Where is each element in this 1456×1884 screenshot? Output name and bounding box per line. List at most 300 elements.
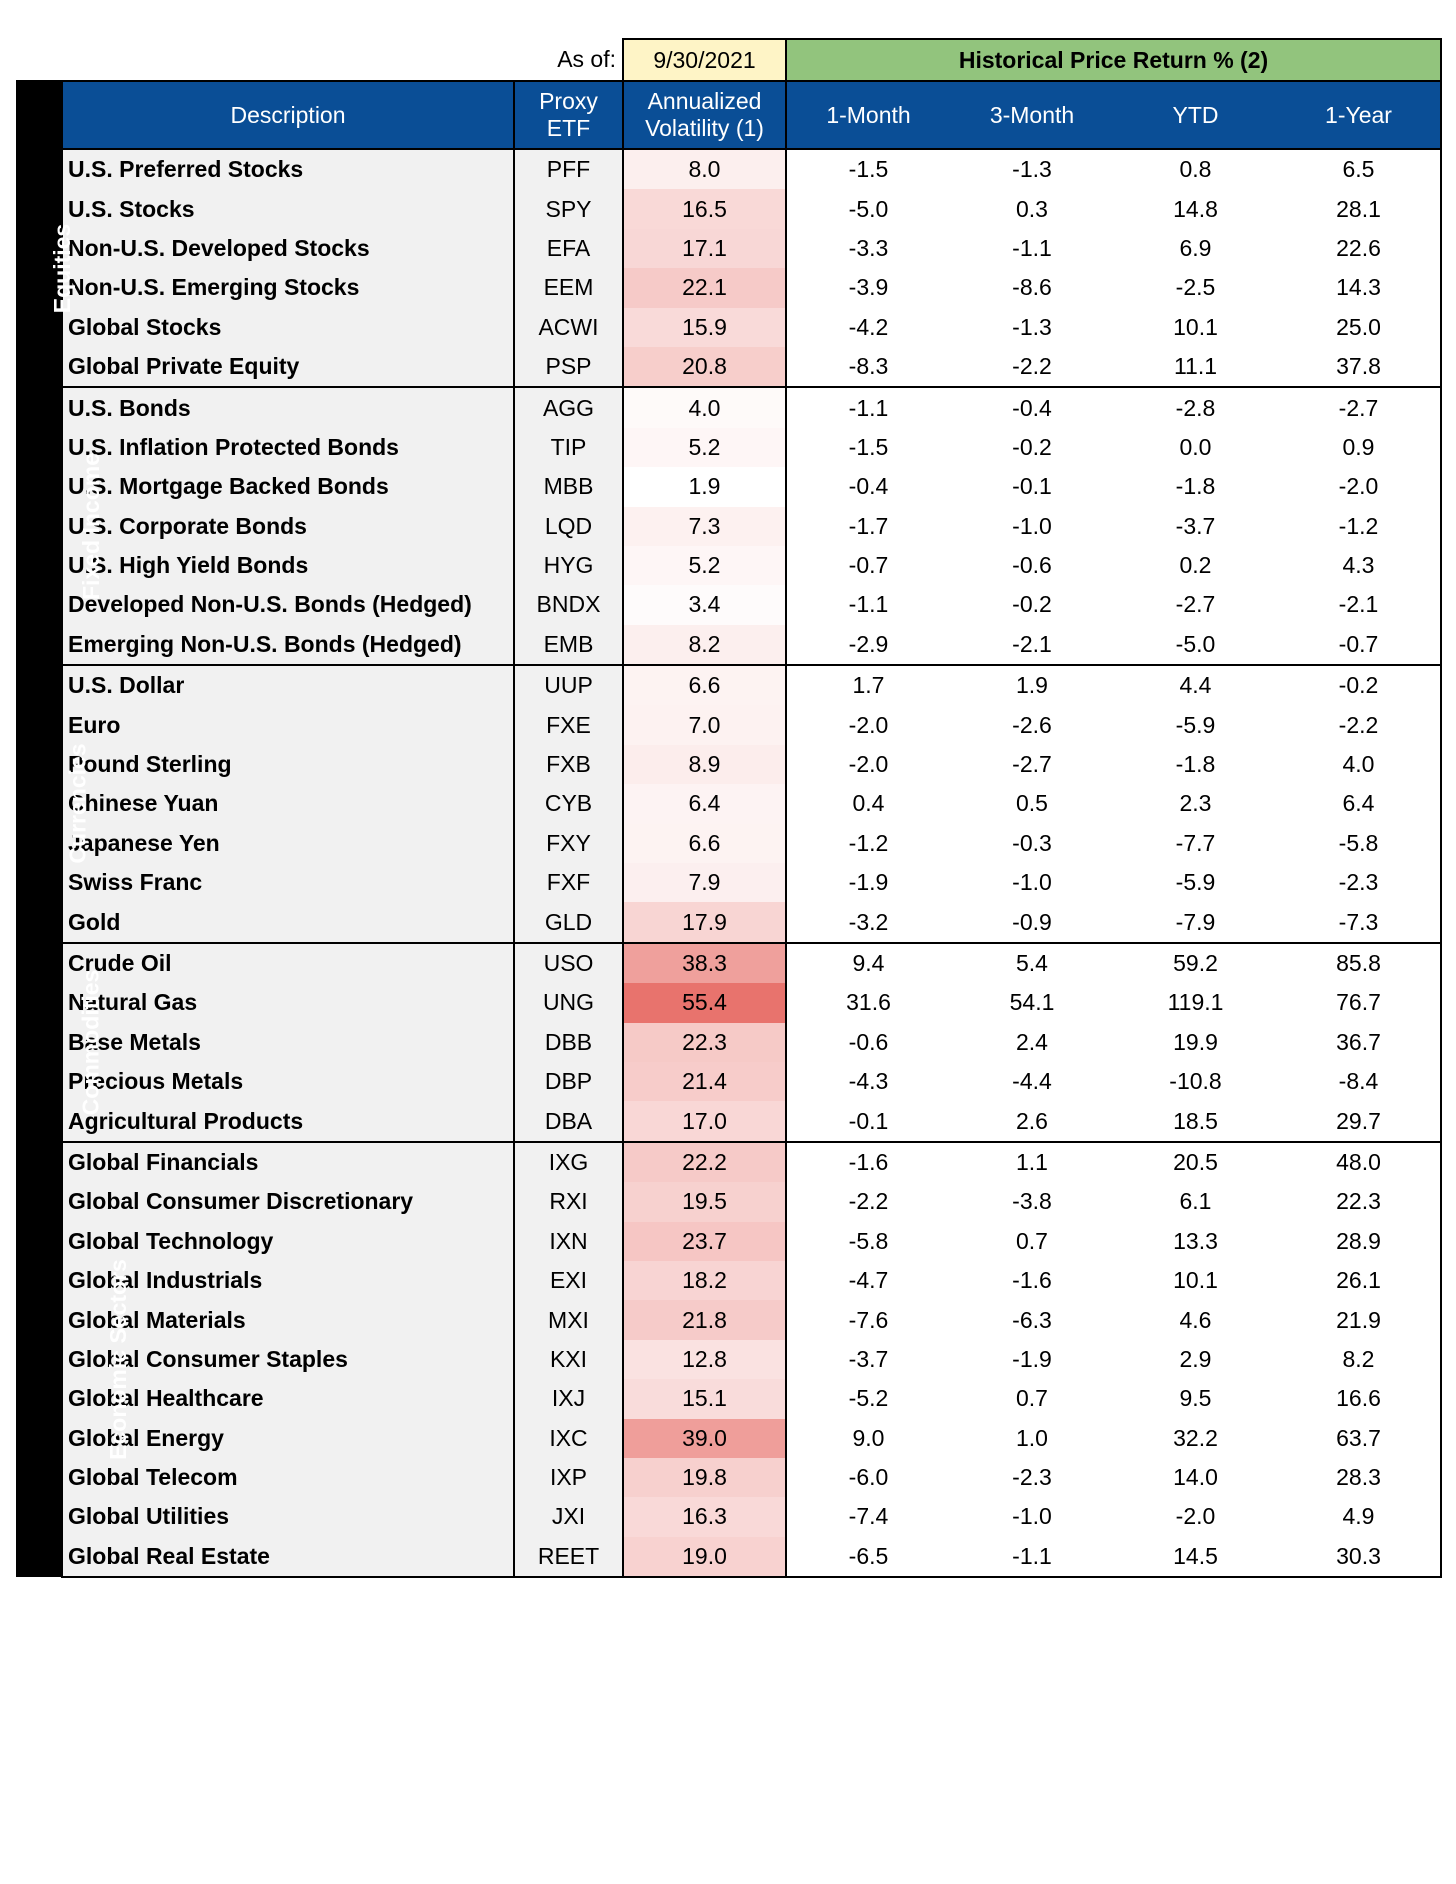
return-1-year-cell: 6.5 (1277, 149, 1441, 189)
return-1-month-cell: -7.4 (848, 1503, 889, 1530)
description-cell: Natural Gas (62, 983, 514, 1022)
return-1-month-cell: -1.7 (848, 512, 889, 539)
return-1-year-cell: -5.8 (1277, 824, 1441, 863)
volatility-cell: 39.0 (623, 1419, 786, 1458)
as-of-date: 9/30/2021 (623, 39, 786, 81)
proxy-etf-cell: RXI (514, 1182, 623, 1221)
volatility-cell: 16.3 (623, 1497, 786, 1536)
return-1-year-cell: 76.7 (1277, 983, 1441, 1022)
description-cell: U.S. Inflation Protected Bonds (62, 428, 514, 467)
return-3-month-cell: -1.0 (1012, 1503, 1052, 1530)
returns-table-wrapper (16, 38, 1440, 1578)
volatility-cell: 16.5 (623, 189, 786, 228)
return-3-month-cell: -1.3 (950, 149, 1114, 189)
return-ytd-cell: -2.8 (1114, 387, 1277, 427)
volatility-cell: 6.6 (623, 824, 786, 863)
return-1-year-cell: -2.1 (1277, 585, 1441, 624)
return-1-year-cell: -0.2 (1277, 665, 1441, 705)
return-ytd-cell: 0.8 (1114, 149, 1277, 189)
volatility-cell: 8.9 (623, 745, 786, 784)
return-1-month-cell: -5.8 (848, 1227, 889, 1254)
table-row (17, 1419, 1441, 1458)
header-1-month: 1-Month (786, 81, 950, 149)
return-1-year-cell: -0.7 (1277, 625, 1441, 665)
return-3-month-cell: -2.2 (950, 347, 1114, 387)
return-ytd-cell: 4.4 (1114, 665, 1277, 705)
return-1-month-cell: -6.5 (786, 1537, 950, 1577)
volatility-cell: 15.1 (623, 1379, 786, 1418)
return-1-month-cell: -1.9 (848, 869, 889, 896)
volatility-cell: 17.9 (623, 902, 786, 942)
group-label-cell (17, 1142, 131, 1577)
return-1-month-cell: -2.0 (848, 711, 889, 738)
return-ytd-cell: 14.8 (1173, 195, 1218, 222)
return-1-month-cell: -1.5 (848, 433, 889, 460)
return-1-month-cell: 9.4 (786, 943, 950, 983)
return-3-month-cell: -1.1 (950, 1537, 1114, 1577)
volatility-cell: 20.8 (623, 347, 786, 387)
return-3-month-cell: -0.6 (1012, 552, 1052, 579)
description-cell: Global Healthcare (62, 1379, 514, 1418)
table-row (17, 1497, 1441, 1536)
return-1-year-cell: 4.9 (1277, 1497, 1441, 1536)
group-label: Commodities (77, 969, 104, 1116)
return-1-month-cell: -4.7 (848, 1267, 889, 1294)
volatility-cell: 38.3 (623, 943, 786, 983)
header-proxy-line1: Proxy (539, 88, 598, 114)
group-label-cell (17, 665, 91, 943)
table-row (17, 1101, 1441, 1141)
proxy-etf-cell: LQD (514, 507, 623, 546)
return-3-month-cell: 54.1 (1009, 989, 1055, 1016)
header-description: Description (62, 81, 514, 149)
volatility-cell: 12.8 (623, 1340, 786, 1379)
return-ytd-cell: 19.9 (1173, 1028, 1218, 1055)
return-1-year-cell: 28.9 (1277, 1222, 1441, 1261)
return-ytd-cell: 9.5 (1179, 1385, 1212, 1412)
return-ytd-cell: 32.2 (1173, 1424, 1218, 1451)
group-label: Currencies (64, 743, 91, 865)
table-body (17, 149, 1441, 1577)
return-3-month-cell: -2.7 (1012, 751, 1052, 778)
return-3-month-cell: -2.6 (1012, 711, 1052, 738)
volatility-cell: 6.4 (623, 784, 786, 823)
proxy-etf-cell: SPY (514, 189, 623, 228)
table-row (17, 863, 1441, 902)
return-3-month-cell: -0.9 (950, 902, 1114, 942)
proxy-etf-cell: PFF (514, 149, 623, 189)
return-1-month-cell: -3.2 (786, 902, 950, 942)
return-1-month-cell: 0.4 (852, 790, 885, 817)
return-ytd-cell: 2.9 (1179, 1345, 1212, 1372)
return-ytd-cell: -5.9 (1175, 711, 1216, 738)
return-1-year-cell: 25.0 (1277, 308, 1441, 347)
volatility-cell: 22.1 (623, 268, 786, 307)
description-cell: Global Private Equity (62, 347, 514, 387)
return-1-year-cell: 22.6 (1277, 229, 1441, 268)
return-ytd-cell: -2.5 (1175, 274, 1216, 301)
return-1-year-cell: 30.3 (1277, 1537, 1441, 1577)
return-1-year-cell: -2.0 (1277, 467, 1441, 506)
return-3-month-cell: -1.3 (1012, 313, 1052, 340)
volatility-cell: 8.0 (623, 149, 786, 189)
return-ytd-cell: -2.0 (1175, 1503, 1216, 1530)
table-row (17, 149, 1441, 189)
description-cell: Global Consumer Staples (62, 1340, 514, 1379)
return-3-month-cell: -1.9 (1012, 1345, 1052, 1372)
volatility-cell: 4.0 (623, 387, 786, 427)
return-1-month-cell: -7.6 (848, 1306, 889, 1333)
description-cell: Global Utilities (62, 1497, 514, 1536)
return-ytd-cell: 6.9 (1179, 234, 1212, 261)
column-header-row (17, 81, 1441, 149)
description-cell: Global Energy (62, 1419, 514, 1458)
returns-table (16, 38, 1442, 1578)
description-cell: U.S. High Yield Bonds (62, 546, 514, 585)
volatility-cell: 18.2 (623, 1261, 786, 1300)
volatility-cell: 5.2 (623, 428, 786, 467)
table-row (17, 308, 1441, 347)
return-1-year-cell: 29.7 (1277, 1101, 1441, 1141)
description-cell: U.S. Stocks (62, 189, 514, 228)
header-3-month: 3-Month (950, 81, 1114, 149)
return-1-year-cell: 36.7 (1277, 1023, 1441, 1062)
volatility-cell: 22.2 (623, 1142, 786, 1182)
volatility-cell: 21.8 (623, 1300, 786, 1339)
proxy-etf-cell: DBP (514, 1062, 623, 1101)
table-row (17, 625, 1441, 665)
proxy-etf-cell: KXI (514, 1340, 623, 1379)
return-ytd-cell: 4.6 (1179, 1306, 1212, 1333)
return-1-year-cell: 6.4 (1277, 784, 1441, 823)
return-3-month-cell: 1.9 (950, 665, 1114, 705)
table-row (17, 1300, 1441, 1339)
description-cell: U.S. Dollar (62, 665, 514, 705)
table-row (17, 983, 1441, 1022)
return-1-month-cell: -4.2 (848, 313, 889, 340)
header-proxy-etf (514, 81, 623, 149)
group-label: Fixed Income (77, 452, 104, 600)
proxy-etf-cell: UNG (514, 983, 623, 1022)
return-1-year-cell: 16.6 (1277, 1379, 1441, 1418)
historical-return-header: Historical Price Return % (2) (786, 39, 1441, 81)
description-cell: Global Stocks (62, 308, 514, 347)
return-1-month-cell: -1.1 (848, 591, 889, 618)
return-3-month-cell: -2.3 (1012, 1464, 1052, 1491)
return-ytd-cell: -5.0 (1114, 625, 1277, 665)
return-3-month-cell: -2.1 (950, 625, 1114, 665)
return-3-month-cell: 0.7 (1016, 1227, 1048, 1254)
table-row (17, 784, 1441, 823)
description-cell: Pound Sterling (62, 745, 514, 784)
header-ytd: YTD (1114, 81, 1277, 149)
return-ytd-cell: 59.2 (1114, 943, 1277, 983)
group-label-cell (17, 943, 104, 1142)
return-3-month-cell: 5.4 (950, 943, 1114, 983)
return-ytd-cell: 20.5 (1114, 1142, 1277, 1182)
return-1-year-cell: -2.3 (1277, 863, 1441, 902)
description-cell: Japanese Yen (62, 824, 514, 863)
description-cell: Chinese Yuan (62, 784, 514, 823)
volatility-cell: 19.8 (623, 1458, 786, 1497)
volatility-cell: 3.4 (623, 585, 786, 624)
return-3-month-cell: -8.6 (1012, 274, 1052, 301)
return-3-month-cell: -0.4 (950, 387, 1114, 427)
return-1-month-cell: -0.1 (786, 1101, 950, 1141)
proxy-etf-cell: IXN (514, 1222, 623, 1261)
proxy-etf-cell: GLD (514, 902, 623, 942)
table-row (17, 665, 1441, 705)
table-row (17, 1062, 1441, 1101)
table-row (17, 467, 1441, 506)
return-ytd-cell: 119.1 (1167, 989, 1224, 1016)
return-3-month-cell: 0.7 (1016, 1385, 1048, 1412)
return-1-month-cell: -1.2 (848, 829, 889, 856)
return-1-year-cell: 8.2 (1277, 1340, 1441, 1379)
return-ytd-cell: -3.7 (1175, 512, 1216, 539)
volatility-cell: 23.7 (623, 1222, 786, 1261)
return-1-year-cell: -1.2 (1277, 507, 1441, 546)
return-1-year-cell: 28.3 (1277, 1458, 1441, 1497)
return-ytd-cell: 0.0 (1179, 433, 1212, 460)
return-1-year-cell: 48.0 (1277, 1142, 1441, 1182)
return-1-year-cell: -2.2 (1277, 705, 1441, 744)
proxy-etf-cell: TIP (514, 428, 623, 467)
table-row (17, 943, 1441, 983)
return-1-year-cell: 0.9 (1277, 428, 1441, 467)
group-label: Equities (49, 223, 76, 313)
proxy-etf-cell: IXC (514, 1419, 623, 1458)
proxy-etf-cell: IXP (514, 1458, 623, 1497)
table-row (17, 1458, 1441, 1497)
return-1-year-cell: 85.8 (1277, 943, 1441, 983)
return-1-month-cell: -3.3 (848, 234, 889, 261)
volatility-cell: 15.9 (623, 308, 786, 347)
header-vol-line2: Volatility (1) (645, 115, 764, 141)
return-ytd-cell: -1.8 (1175, 473, 1216, 500)
proxy-etf-cell: MXI (514, 1300, 623, 1339)
table-row (17, 902, 1441, 942)
return-3-month-cell: -0.3 (1012, 829, 1052, 856)
as-of-label: As of: (557, 46, 616, 72)
description-cell: Global Telecom (62, 1458, 514, 1497)
return-1-month-cell: -2.0 (848, 751, 889, 778)
proxy-etf-cell: DBA (514, 1101, 623, 1141)
table-row (17, 705, 1441, 744)
table-row (17, 428, 1441, 467)
return-1-month-cell: -5.2 (848, 1385, 889, 1412)
proxy-etf-cell: FXY (514, 824, 623, 863)
return-1-year-cell: 21.9 (1277, 1300, 1441, 1339)
return-ytd-cell: -7.9 (1114, 902, 1277, 942)
return-ytd-cell: -7.7 (1175, 829, 1216, 856)
return-1-month-cell: -0.7 (848, 552, 889, 579)
return-3-month-cell: -1.6 (1012, 1267, 1052, 1294)
volatility-cell: 6.6 (623, 665, 786, 705)
description-cell: Emerging Non-U.S. Bonds (Hedged) (62, 625, 514, 665)
proxy-etf-cell: USO (514, 943, 623, 983)
return-3-month-cell: 0.3 (1016, 195, 1048, 222)
volatility-cell: 17.0 (623, 1101, 786, 1141)
return-ytd-cell: 14.5 (1114, 1537, 1277, 1577)
return-ytd-cell: 0.2 (1179, 552, 1212, 579)
proxy-etf-cell: EXI (514, 1261, 623, 1300)
return-ytd-cell: 2.3 (1179, 790, 1212, 817)
volatility-cell: 5.2 (623, 546, 786, 585)
description-cell: Global Technology (62, 1222, 514, 1261)
proxy-etf-cell: UUP (514, 665, 623, 705)
table-row (17, 347, 1441, 387)
return-ytd-cell: 18.5 (1114, 1101, 1277, 1141)
table-row (17, 1379, 1441, 1418)
description-cell: Crude Oil (62, 943, 514, 983)
description-cell: U.S. Mortgage Backed Bonds (62, 467, 514, 506)
description-cell: Global Financials (62, 1142, 514, 1182)
description-cell: Gold (62, 902, 514, 942)
description-cell: Agricultural Products (62, 1101, 514, 1141)
return-3-month-cell: 1.1 (950, 1142, 1114, 1182)
return-ytd-cell: 10.1 (1173, 313, 1218, 340)
description-cell: Global Industrials (62, 1261, 514, 1300)
description-cell: Swiss Franc (62, 863, 514, 902)
return-1-month-cell: -4.3 (848, 1068, 889, 1095)
group-header-blank (17, 81, 62, 149)
table-row (17, 1182, 1441, 1221)
proxy-etf-cell: DBB (514, 1023, 623, 1062)
return-3-month-cell: 0.5 (1016, 790, 1048, 817)
proxy-etf-cell: EFA (514, 229, 623, 268)
header-proxy-line2: ETF (546, 115, 591, 141)
return-3-month-cell: -1.0 (1012, 512, 1052, 539)
return-1-month-cell: 1.7 (786, 665, 950, 705)
table-row (17, 546, 1441, 585)
volatility-cell: 19.5 (623, 1182, 786, 1221)
description-cell: U.S. Preferred Stocks (62, 149, 514, 189)
return-1-year-cell: 63.7 (1277, 1419, 1441, 1458)
table-row (17, 585, 1441, 624)
return-ytd-cell: 6.1 (1179, 1188, 1212, 1215)
return-1-year-cell: -8.4 (1277, 1062, 1441, 1101)
group-label: Economic Sectors (104, 1259, 131, 1461)
volatility-cell: 7.9 (623, 863, 786, 902)
return-1-year-cell: 26.1 (1277, 1261, 1441, 1300)
table-row (17, 229, 1441, 268)
description-cell: Euro (62, 705, 514, 744)
description-cell: Global Consumer Discretionary (62, 1182, 514, 1221)
return-1-month-cell: -3.9 (848, 274, 889, 301)
volatility-cell: 7.0 (623, 705, 786, 744)
proxy-etf-cell: PSP (514, 347, 623, 387)
volatility-cell: 55.4 (623, 983, 786, 1022)
proxy-etf-cell: REET (514, 1537, 623, 1577)
description-cell: U.S. Corporate Bonds (62, 507, 514, 546)
table-row (17, 1261, 1441, 1300)
description-cell: Non-U.S. Emerging Stocks (62, 268, 514, 307)
volatility-cell: 19.0 (623, 1537, 786, 1577)
return-ytd-cell: -1.8 (1175, 751, 1216, 778)
header-vol-line1: Annualized (647, 88, 762, 114)
return-3-month-cell: 2.6 (950, 1101, 1114, 1141)
table-row (17, 268, 1441, 307)
proxy-etf-cell: EEM (514, 268, 623, 307)
volatility-cell: 7.3 (623, 507, 786, 546)
volatility-cell: 8.2 (623, 625, 786, 665)
table-row (17, 387, 1441, 427)
group-label-cell (17, 387, 104, 665)
return-ytd-cell: -2.7 (1175, 591, 1216, 618)
volatility-cell: 1.9 (623, 467, 786, 506)
return-3-month-cell: -0.1 (1012, 473, 1052, 500)
return-3-month-cell: -0.2 (1012, 433, 1052, 460)
return-3-month-cell: -1.1 (1012, 234, 1052, 261)
proxy-etf-cell: FXE (514, 705, 623, 744)
proxy-etf-cell: FXB (514, 745, 623, 784)
header-volatility (623, 81, 786, 149)
proxy-etf-cell: FXF (514, 863, 623, 902)
as-of-row (17, 39, 1441, 81)
return-1-month-cell: -0.6 (848, 1028, 889, 1055)
table-row (17, 507, 1441, 546)
return-1-year-cell: 14.3 (1277, 268, 1441, 307)
return-1-year-cell: 37.8 (1277, 347, 1441, 387)
table-row (17, 1537, 1441, 1577)
return-1-month-cell: 31.6 (846, 989, 891, 1016)
volatility-cell: 22.3 (623, 1023, 786, 1062)
return-1-year-cell: 28.1 (1277, 189, 1441, 228)
return-1-month-cell: -5.0 (848, 195, 889, 222)
description-cell: Global Real Estate (62, 1537, 514, 1577)
return-1-month-cell: -8.3 (786, 347, 950, 387)
return-1-month-cell: 9.0 (852, 1424, 885, 1451)
return-1-year-cell: -7.3 (1277, 902, 1441, 942)
volatility-cell: 17.1 (623, 229, 786, 268)
proxy-etf-cell: JXI (514, 1497, 623, 1536)
table-row (17, 1142, 1441, 1182)
proxy-etf-cell: AGG (514, 387, 623, 427)
return-1-month-cell: -3.7 (848, 1345, 889, 1372)
description-cell: Developed Non-U.S. Bonds (Hedged) (62, 585, 514, 624)
table-row (17, 1340, 1441, 1379)
return-3-month-cell: -0.2 (1012, 591, 1052, 618)
table-row (17, 824, 1441, 863)
return-3-month-cell: -4.4 (1012, 1068, 1052, 1095)
return-1-month-cell: -6.0 (848, 1464, 889, 1491)
group-label-cell (17, 149, 76, 387)
description-cell: Precious Metals (62, 1062, 514, 1101)
proxy-etf-cell: CYB (514, 784, 623, 823)
header-1-year: 1-Year (1277, 81, 1441, 149)
description-cell: Base Metals (62, 1023, 514, 1062)
table-row (17, 1222, 1441, 1261)
description-cell: Global Materials (62, 1300, 514, 1339)
description-cell: U.S. Bonds (62, 387, 514, 427)
return-1-year-cell: 4.0 (1277, 745, 1441, 784)
table-row (17, 1023, 1441, 1062)
return-ytd-cell: -5.9 (1175, 869, 1216, 896)
return-1-year-cell: 4.3 (1277, 546, 1441, 585)
table-row (17, 189, 1441, 228)
return-ytd-cell: 14.0 (1173, 1464, 1218, 1491)
proxy-etf-cell: HYG (514, 546, 623, 585)
return-ytd-cell: 13.3 (1173, 1227, 1218, 1254)
return-1-month-cell: -2.9 (786, 625, 950, 665)
return-ytd-cell: -10.8 (1169, 1068, 1222, 1095)
return-ytd-cell: 10.1 (1173, 1267, 1218, 1294)
return-3-month-cell: -6.3 (1012, 1306, 1052, 1333)
volatility-cell: 21.4 (623, 1062, 786, 1101)
return-1-month-cell: -1.6 (786, 1142, 950, 1182)
return-1-month-cell: -1.5 (786, 149, 950, 189)
